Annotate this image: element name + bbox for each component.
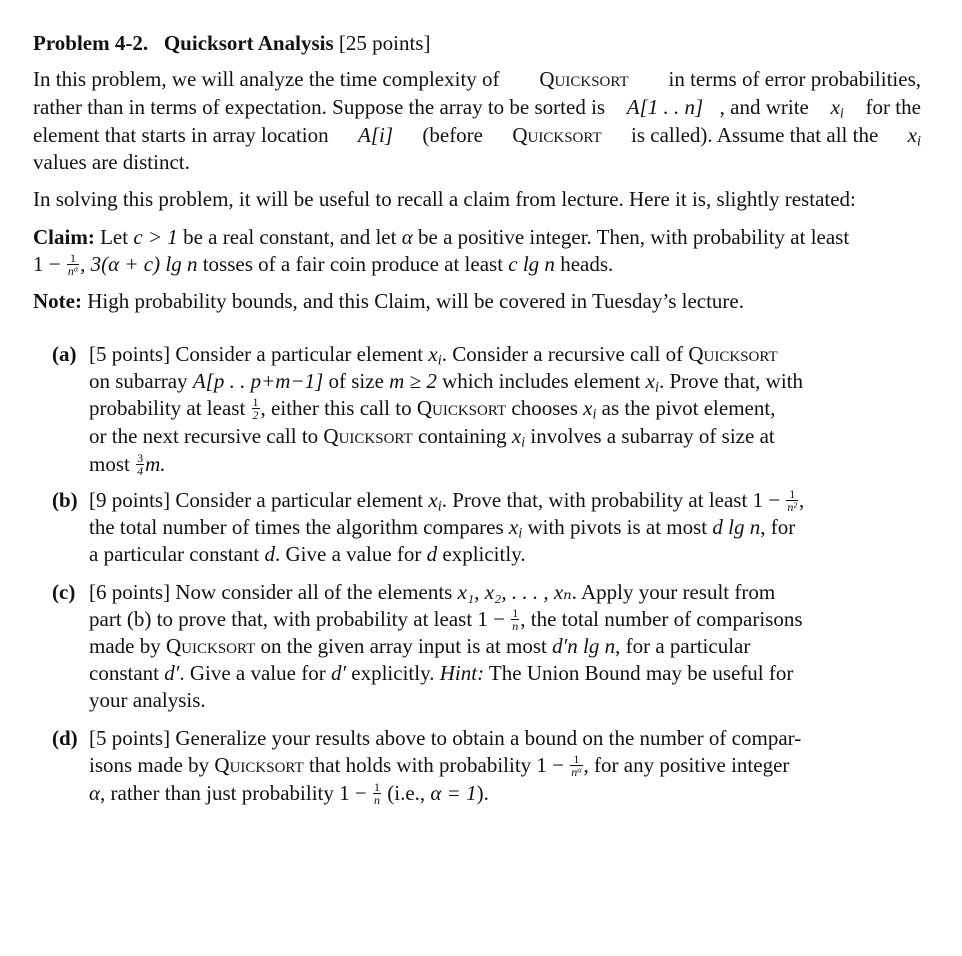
xi-expr (428, 342, 442, 369)
part-d-line-1 (89, 724, 864, 752)
problem-points: [25 points] (338, 31, 431, 55)
xi-expr (583, 396, 597, 423)
part-c-line-2 (89, 605, 864, 633)
quicksort-name: Quicksort (214, 753, 304, 777)
frac-den (570, 766, 582, 778)
problem-title (33, 29, 430, 57)
array-expr: A[1 . . n] (626, 95, 704, 119)
one-minus: 1 − (33, 252, 66, 276)
n-symbol: n (67, 263, 74, 278)
fraction-1-over-n (373, 781, 381, 806)
part-text: , either this call to (260, 396, 417, 420)
note-label: Note: (33, 289, 82, 313)
frac-den: n² (787, 499, 798, 514)
part-d-line-3 (89, 779, 489, 807)
x-symbol: x (645, 369, 655, 393)
i-subscript: i (839, 105, 844, 122)
intro-text: rather than in terms of expectation. Suppose the array to be sorted is (33, 95, 611, 119)
part-text: . Prove that, with probability at least (441, 488, 753, 512)
alpha-sup: α (73, 264, 79, 274)
part-a-line-3 (89, 394, 864, 422)
part-b-points: [9 points] (89, 488, 171, 512)
part-a-line-2 (89, 367, 864, 395)
recall-text: In solving this problem, it will be useful to recall a claim from lecture. Here it is, slightly restated: (33, 187, 856, 211)
d-symbol: d (426, 542, 438, 566)
note-line (33, 287, 744, 315)
xi-expr (645, 369, 659, 396)
i-subscript: i (916, 133, 921, 150)
part-text: on the given array input is at most (255, 634, 553, 658)
one-minus: 1 − (536, 753, 570, 777)
alpha-sup: α (577, 765, 582, 775)
part-text: constant (89, 661, 165, 685)
claim-expr: , 3(α + c) lg n (80, 252, 198, 276)
part-text: , the total number of comparisons (520, 607, 803, 631)
quicksort-name: Quicksort (323, 424, 413, 448)
i-subscript: i (437, 352, 442, 369)
x-symbol: x (830, 95, 840, 119)
part-text: of size (323, 369, 390, 393)
elements-expr: x₁, x₂, . . . , xₙ (457, 580, 572, 604)
alpha-symbol: α (401, 225, 413, 249)
problem-name: Quicksort Analysis (163, 31, 334, 55)
part-text: explicitly. (346, 661, 440, 685)
part-text: most (89, 452, 136, 476)
part-text: involves a subarray of size at (525, 424, 775, 448)
intro-line-4 (33, 148, 190, 176)
part-c-line-5: your analysis. (89, 688, 206, 712)
intro-text: In this problem, we will analyze the time complexity of (33, 67, 505, 91)
part-text: . Prove that, with (658, 369, 804, 393)
frac-num: 1 (67, 252, 79, 265)
fraction-half (252, 396, 260, 421)
part-text: the total number of times the algorithm compares (89, 515, 509, 539)
intro-text: (before (417, 123, 489, 147)
frac-den: n (512, 618, 519, 633)
intro-line-1 (33, 65, 921, 93)
xi-expr (511, 424, 526, 451)
xi-expr (908, 121, 921, 149)
fraction-three-quarters (136, 452, 144, 477)
dprime-symbol: d′ (164, 661, 180, 685)
claim-label: Claim: (33, 225, 95, 249)
quicksort-name: Quicksort (165, 634, 256, 658)
claim-c-expr: c > 1 (133, 225, 178, 249)
x-symbol: x (508, 515, 519, 539)
part-text: as the pivot element, (596, 396, 776, 420)
part-d-line-2 (89, 751, 864, 779)
part-b-label: (b) (52, 488, 78, 512)
frac-den: 4 (137, 463, 144, 478)
dlgn-expr: d lg n (712, 515, 761, 539)
frac-den (67, 265, 79, 277)
part-text: or the next recursive call to (89, 424, 324, 448)
x-symbol: x (511, 424, 522, 448)
ai-expr: A[i] (358, 123, 394, 147)
claim-text: tosses of a fair coin produce at least (197, 252, 509, 276)
part-text: , for any positive integer (583, 753, 790, 777)
claim-line-1 (33, 223, 921, 251)
i-subscript: i (592, 406, 597, 423)
i-subscript: i (518, 525, 523, 542)
claim-text: heads. (554, 252, 614, 276)
part-text: , for a particular (615, 634, 751, 658)
part-text: part (b) to prove that, with probability at least (89, 607, 478, 631)
fraction-1-over-n2 (786, 488, 798, 513)
frac-num: 1 (786, 488, 798, 501)
part-d-points: [5 points] (89, 726, 171, 750)
part-c-line-3 (89, 632, 864, 660)
frac-num: 1 (512, 605, 519, 620)
claim-line-2 (33, 250, 613, 278)
x-symbol: x (428, 488, 438, 512)
x-symbol: x (428, 342, 438, 366)
xi-expr (831, 93, 844, 121)
fraction-1-over-n-alpha (570, 753, 582, 778)
part-text: on subarray (89, 369, 193, 393)
intro-text: element that starts in array location (33, 123, 334, 147)
intro-text: for the (860, 95, 921, 119)
part-text: a particular constant (89, 542, 265, 566)
n-symbol: n (571, 764, 578, 779)
alpha-symbol: α (89, 781, 101, 805)
part-a-line-5 (89, 450, 166, 478)
one-minus: 1 − (477, 607, 511, 631)
part-text: which includes element (436, 369, 646, 393)
part-text: . Give a value for (275, 542, 427, 566)
part-a-line-1 (89, 340, 864, 368)
part-text: Now consider all of the elements (170, 580, 458, 604)
xi-expr (428, 488, 442, 515)
part-text: made by (89, 634, 166, 658)
intro-line-2 (33, 93, 921, 121)
dprime-expr: d′n lg n (552, 634, 616, 658)
m-expr: m ≥ 2 (389, 369, 437, 393)
quicksort-name: Quicksort (512, 123, 602, 147)
part-text: probability at least (89, 396, 251, 420)
part-b-line-3 (89, 540, 526, 568)
part-text: (i.e., (382, 781, 431, 805)
d-symbol: d (264, 542, 276, 566)
i-subscript: i (654, 379, 659, 396)
quicksort-name: Quicksort (416, 396, 507, 420)
fraction-1-over-n-alpha (67, 252, 79, 277)
quicksort-name: Quicksort (539, 67, 629, 91)
problem-number: Problem 4-2. (33, 31, 149, 55)
subarray-expr: A[p . . p+m−1] (192, 369, 324, 393)
intro-line-3 (33, 121, 921, 149)
part-text: ). (476, 781, 489, 805)
part-b-line-1: [9 points] Consider a particular element $x_i$. Prove that, with probability at least 1 − $\frac{1}{\text{n²}}$ , (89, 486, 805, 515)
part-text: . Consider a recursive call of (441, 342, 689, 366)
part-a-line-4 (89, 422, 864, 450)
claim-text: Let (94, 225, 134, 249)
part-text: . Apply your result from (571, 580, 776, 604)
part-c-label: (c) (52, 580, 76, 604)
part-text: , rather than just probability (100, 781, 340, 805)
part-text: Generalize your results above to obtain a bound on the number of compar- (170, 726, 802, 750)
intro-text: in terms of error probabilities, (663, 67, 921, 91)
note-text: High probability bounds, and this Claim, will be covered in Tuesday’s lecture. (81, 289, 744, 313)
part-text: with pivots is at most (522, 515, 713, 539)
part-a-label: (a) (52, 342, 77, 366)
frac-num: 1 (374, 779, 380, 794)
frac-num: 3 (137, 450, 144, 465)
part-text: Consider a particular element (170, 342, 429, 366)
part-text: that holds with probability (303, 753, 537, 777)
one-minus: 1 − (339, 781, 372, 805)
i-subscript: i (437, 498, 442, 515)
part-c-line-4 (89, 659, 864, 687)
claim-text: be a positive integer. Then, with probability at least (412, 225, 850, 249)
part-text: chooses (506, 396, 584, 420)
part-c-line-1 (89, 578, 864, 606)
part-text: containing (412, 424, 512, 448)
quicksort-name: Quicksort (688, 342, 778, 366)
part-text: . Give a value for (179, 661, 331, 685)
m-expr: m. (145, 452, 166, 476)
frac-den: n (374, 792, 380, 807)
clgn-expr: c lg n (508, 252, 555, 276)
x-symbol: x (907, 123, 917, 147)
one-minus: 1 − (752, 488, 786, 512)
part-a-points: [5 points] (89, 342, 171, 366)
part-text: isons made by (89, 753, 215, 777)
i-subscript: i (521, 434, 526, 451)
part-text: The Union Bound may be useful for (484, 661, 794, 685)
hint-label: Hint: (439, 661, 485, 685)
xi-expr (508, 515, 523, 542)
alpha-eq-expr: α = 1 (430, 781, 477, 805)
intro-text: , and write (719, 95, 815, 119)
dprime-symbol: d′ (330, 661, 347, 685)
frac-num: 1 (570, 753, 582, 766)
part-d-label: (d) (52, 726, 78, 750)
fraction-1-over-n (511, 607, 519, 632)
claim-text: be a real constant, and let (177, 225, 402, 249)
part-b-line-2 (89, 513, 864, 541)
frac-num: 1 (252, 394, 259, 409)
intro-text: is called). Assume that all the (625, 123, 884, 147)
part-c-points: [6 points] (89, 580, 171, 604)
part-text: , for (760, 515, 796, 539)
part-text: Consider a particular element (170, 488, 429, 512)
frac-den: 2 (252, 407, 259, 422)
intro-text: values are distinct. (33, 150, 190, 174)
part-text: explicitly. (437, 542, 526, 566)
x-symbol: x (583, 396, 593, 420)
